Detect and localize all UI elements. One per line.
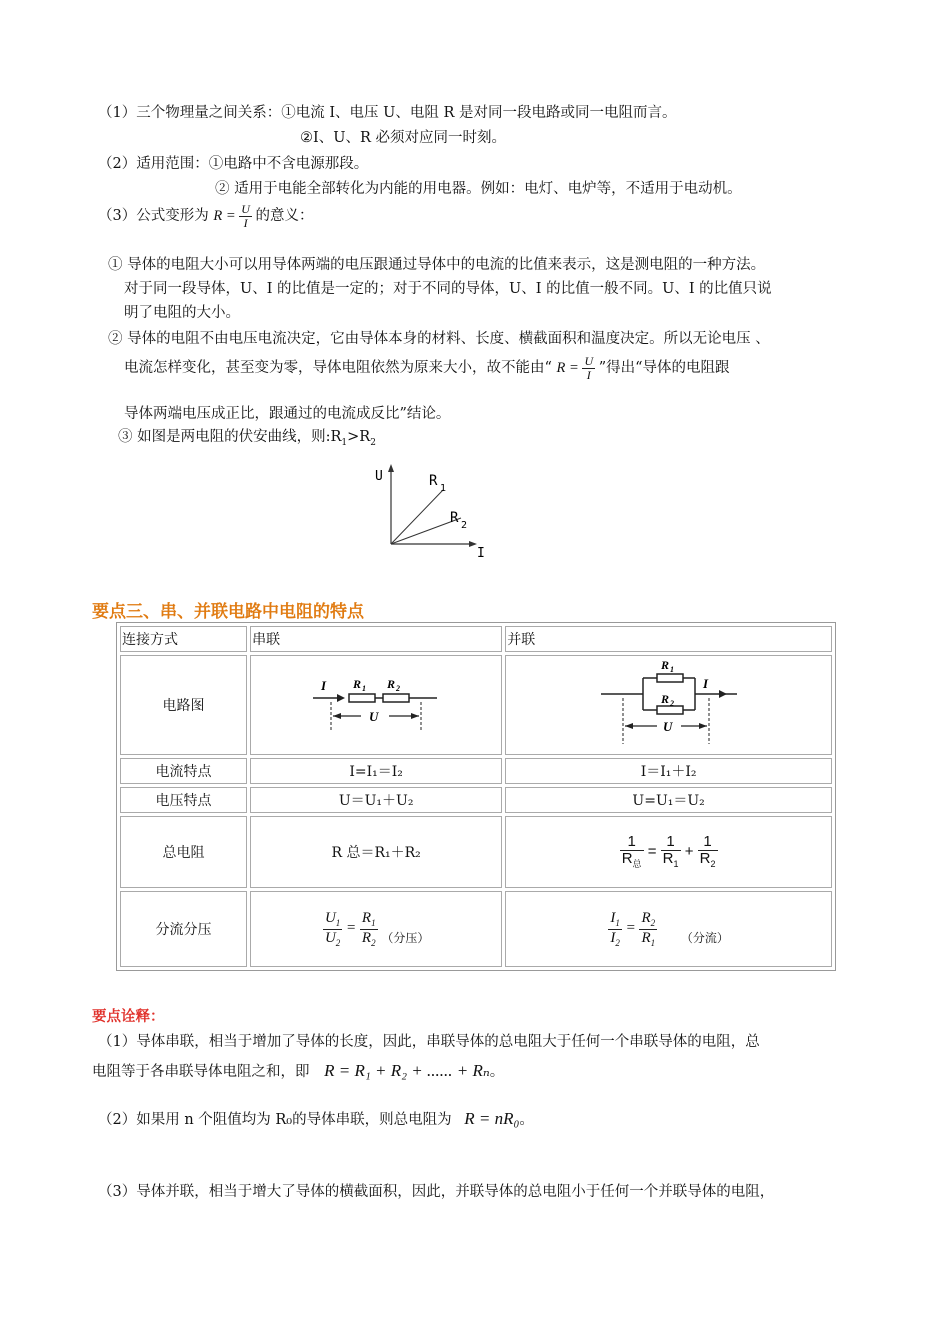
r2-symbol: R (660, 692, 669, 706)
parallel-voltage: U=U₁＝U₂ (505, 787, 832, 813)
parallel-current: I＝I₁＋I₂ (505, 758, 832, 784)
sub: 1 (650, 937, 656, 948)
r1-sub: 1 (362, 684, 367, 693)
note-1-end: 。 (489, 1064, 505, 1080)
current-label: 电流特点 (120, 758, 247, 784)
item-1-line-2: 对于同一段导体，U、I 的比值是一定的；对于不同的导体，U、I 的比值一般不同。U、I 的比值只说 (124, 281, 772, 297)
den-sub: 1 (673, 859, 679, 870)
note-2 (98, 1108, 534, 1129)
formula-lhs: R = (213, 208, 236, 225)
denominator (323, 930, 342, 949)
para-3 (98, 203, 314, 230)
series-voltage: U＝U₁＋U₂ (250, 787, 502, 813)
formula-inline-r-eq-u-over-i (556, 354, 599, 383)
table-row-total (120, 816, 832, 888)
frac-1-over-r1 (661, 834, 681, 870)
item-2-line-2 (124, 355, 730, 382)
formula-denominator: I (243, 216, 248, 231)
resistance-table (116, 622, 836, 971)
note-1-text: 电阻等于各串联导体电阻之和，即 (92, 1064, 310, 1080)
sym: I (610, 929, 616, 946)
formula-numerator: U (584, 354, 594, 368)
formula-r-eq-u-over-i (213, 202, 255, 231)
sub: 2 (335, 937, 341, 948)
i-axis-label: I (477, 546, 485, 561)
table-header-row (120, 626, 832, 652)
series-circuit-cell (250, 655, 502, 755)
sub: 2 (615, 937, 620, 948)
total-label: 总电阻 (120, 816, 247, 888)
header-series: 串联 (250, 626, 502, 652)
numerator (323, 910, 342, 930)
plus-sign: + (684, 842, 694, 860)
iv-graph (365, 460, 505, 565)
sym: I (610, 909, 616, 926)
frac-1-over-r2 (698, 834, 718, 870)
r1-symbol: R (660, 658, 669, 672)
numerator: 1 (698, 834, 718, 852)
para-1-line-2: ②I、U、R 必须对应同一时刻。 (300, 130, 506, 146)
formula-denominator: I (586, 368, 591, 383)
item-1-line-1: ① 导体的电阻大小可以用导体两端的电压跟通过导体中的电流的比值来表示，这是测电阻的一种方法。 (108, 257, 766, 273)
sym: R (361, 929, 372, 946)
denominator (608, 930, 622, 949)
i-axis-arrow-icon (469, 541, 477, 547)
item-3-mid: >R (347, 429, 371, 445)
denominator (360, 930, 378, 949)
numerator: 1 (661, 834, 681, 852)
u-axis-arrow-icon (388, 464, 394, 472)
equals-sign: = (625, 920, 636, 937)
voltage-symbol: U (662, 719, 672, 734)
section-heading-3: 要点三、串、并联电路中电阻的特点 (92, 602, 364, 622)
item-2-line-2-end: ”得出“导体的电阻跟 (598, 360, 730, 377)
r2-sub: 2 (669, 699, 674, 708)
den-r: R (699, 850, 711, 868)
den-r: R (621, 850, 633, 868)
sym: R (641, 929, 651, 946)
sym: U (324, 909, 336, 926)
notes-title: 要点诠释： (92, 1008, 165, 1025)
para-1-line-1: （1）三个物理量之间关系：①电流 I、电压 U、电阻 R 是对同一段电路或同一电阻而言。 (98, 105, 677, 121)
table-row-circuit (120, 655, 832, 755)
denominator (639, 930, 657, 949)
numerator (639, 910, 657, 930)
item-2-line-3: 导体两端电压成正比，跟通过的电流成反比”结论。 (124, 406, 451, 422)
note-3: （3）导体并联，相当于增大了导体的横截面积，因此，并联导体的总电阻小于任何一个并联导体的电阻， (98, 1184, 775, 1200)
sub: 2 (650, 917, 656, 928)
denominator (698, 851, 718, 870)
series-current: I=I₁＝I₂ (250, 758, 502, 784)
current-symbol: I (702, 676, 708, 691)
note-1-line-1: （1）导体串联，相当于增加了导体的长度，因此，串联导体的总电阻大于任何一个串联导体的电阻，总 (98, 1034, 760, 1050)
parallel-circuit-diagram (599, 658, 739, 748)
series-divide (250, 891, 502, 967)
r1-label: R (429, 473, 438, 489)
line-r1 (391, 490, 443, 544)
current-symbol: I (321, 678, 327, 693)
sym: R (641, 909, 651, 926)
item-1-line-3: 明了电阻的大小。 (124, 305, 240, 321)
voltage-symbol: U (369, 709, 379, 724)
formula-fraction (582, 355, 595, 382)
equals-sign: = (346, 920, 357, 937)
resistor-r1 (349, 694, 375, 702)
para-3-prefix: （3）公式变形为 (98, 208, 209, 225)
numerator (360, 910, 378, 930)
para-2-line-2: ② 适用于电能全部转化为内能的用电器。例如：电灯、电炉等，不适用于电动机。 (215, 181, 742, 197)
frac-1-over-r-total (620, 834, 644, 870)
voltage-label: 电压特点 (120, 787, 247, 813)
r1-sub: 1 (440, 483, 447, 494)
header-connection: 连接方式 (120, 626, 247, 652)
r2-label: R (450, 510, 459, 526)
numerator (608, 910, 622, 930)
circuit-label: 电路图 (120, 655, 247, 755)
series-circuit-diagram (311, 668, 441, 738)
current-arrow-icon (719, 690, 727, 698)
note-2-formula: R = nR₀ (464, 1109, 520, 1128)
para-2-line-1: （2）适用范围：①电路中不含电源那段。 (98, 156, 369, 172)
u-axis-label: U (375, 469, 383, 484)
parallel-total (505, 816, 832, 888)
frac-u1-over-u2 (323, 910, 342, 949)
series-note: （分压） (381, 931, 430, 946)
note-2-end: 。 (519, 1112, 534, 1128)
numerator: 1 (620, 834, 644, 852)
note-1-line-2 (92, 1060, 504, 1081)
sub: 1 (615, 917, 620, 928)
item-2-line-2-start: 电流怎样变化，甚至变为零，导体电阻依然为原来大小，故不能由“ (124, 360, 552, 377)
header-parallel: 并联 (505, 626, 832, 652)
parallel-ratio-formula (608, 909, 661, 948)
formula-numerator: U (241, 202, 250, 216)
parallel-divide (505, 891, 832, 967)
table-row-current (120, 758, 832, 784)
note-2-text: （2）如果用 n 个阻值均为 R₀的导体串联，则总电阻为 (98, 1112, 452, 1128)
equals-sign: = (647, 842, 657, 860)
r1-sub: 1 (669, 665, 674, 674)
r2-sub: 2 (396, 684, 401, 693)
note-1-formula: R = R₁ + R₂ + ...... + Rₙ (324, 1061, 490, 1080)
parallel-circuit-cell (505, 655, 832, 755)
formula-fraction (239, 203, 252, 230)
item-3-sub-2: 2 (370, 437, 376, 448)
series-total: R 总＝R₁＋R₂ (250, 816, 502, 888)
r1-symbol: R (353, 677, 362, 691)
den-sub: 总 (632, 859, 642, 870)
frac-i1-over-i2 (608, 910, 622, 949)
sub: 1 (335, 917, 341, 928)
current-arrow-icon (337, 694, 345, 702)
item-3-sub-1: 1 (341, 437, 348, 448)
r2-sub: 2 (461, 520, 468, 531)
item-3-prefix: ③ 如图是两电阻的伏安曲线，则:R (118, 429, 342, 445)
sym: R (361, 909, 372, 926)
denominator (661, 851, 681, 870)
item-2-line-1: ② 导体的电阻不由电压电流决定，它由导体本身的材料、长度、横截面积和温度决定。所以无论电压 、 (108, 331, 770, 347)
series-ratio-formula (323, 909, 381, 948)
table-row-voltage (120, 787, 832, 813)
para-3-suffix: 的意义： (255, 208, 314, 225)
divide-label: 分流分压 (120, 891, 247, 967)
den-r: R (662, 850, 674, 868)
sub: 2 (371, 937, 376, 948)
den-sub: 2 (710, 859, 716, 870)
sym: U (324, 929, 336, 946)
parallel-note: （分流） (680, 931, 729, 946)
resistor-r2 (383, 694, 409, 702)
r2-symbol: R (387, 677, 396, 691)
frac-r1-over-r2 (360, 910, 378, 949)
formula-lhs: R = (556, 360, 579, 377)
frac-r2-over-r1 (639, 910, 657, 949)
sub: 1 (371, 917, 376, 928)
item-3 (118, 425, 376, 448)
table-row-divide (120, 891, 832, 967)
resistor-r1 (657, 674, 683, 682)
denominator (620, 851, 644, 870)
